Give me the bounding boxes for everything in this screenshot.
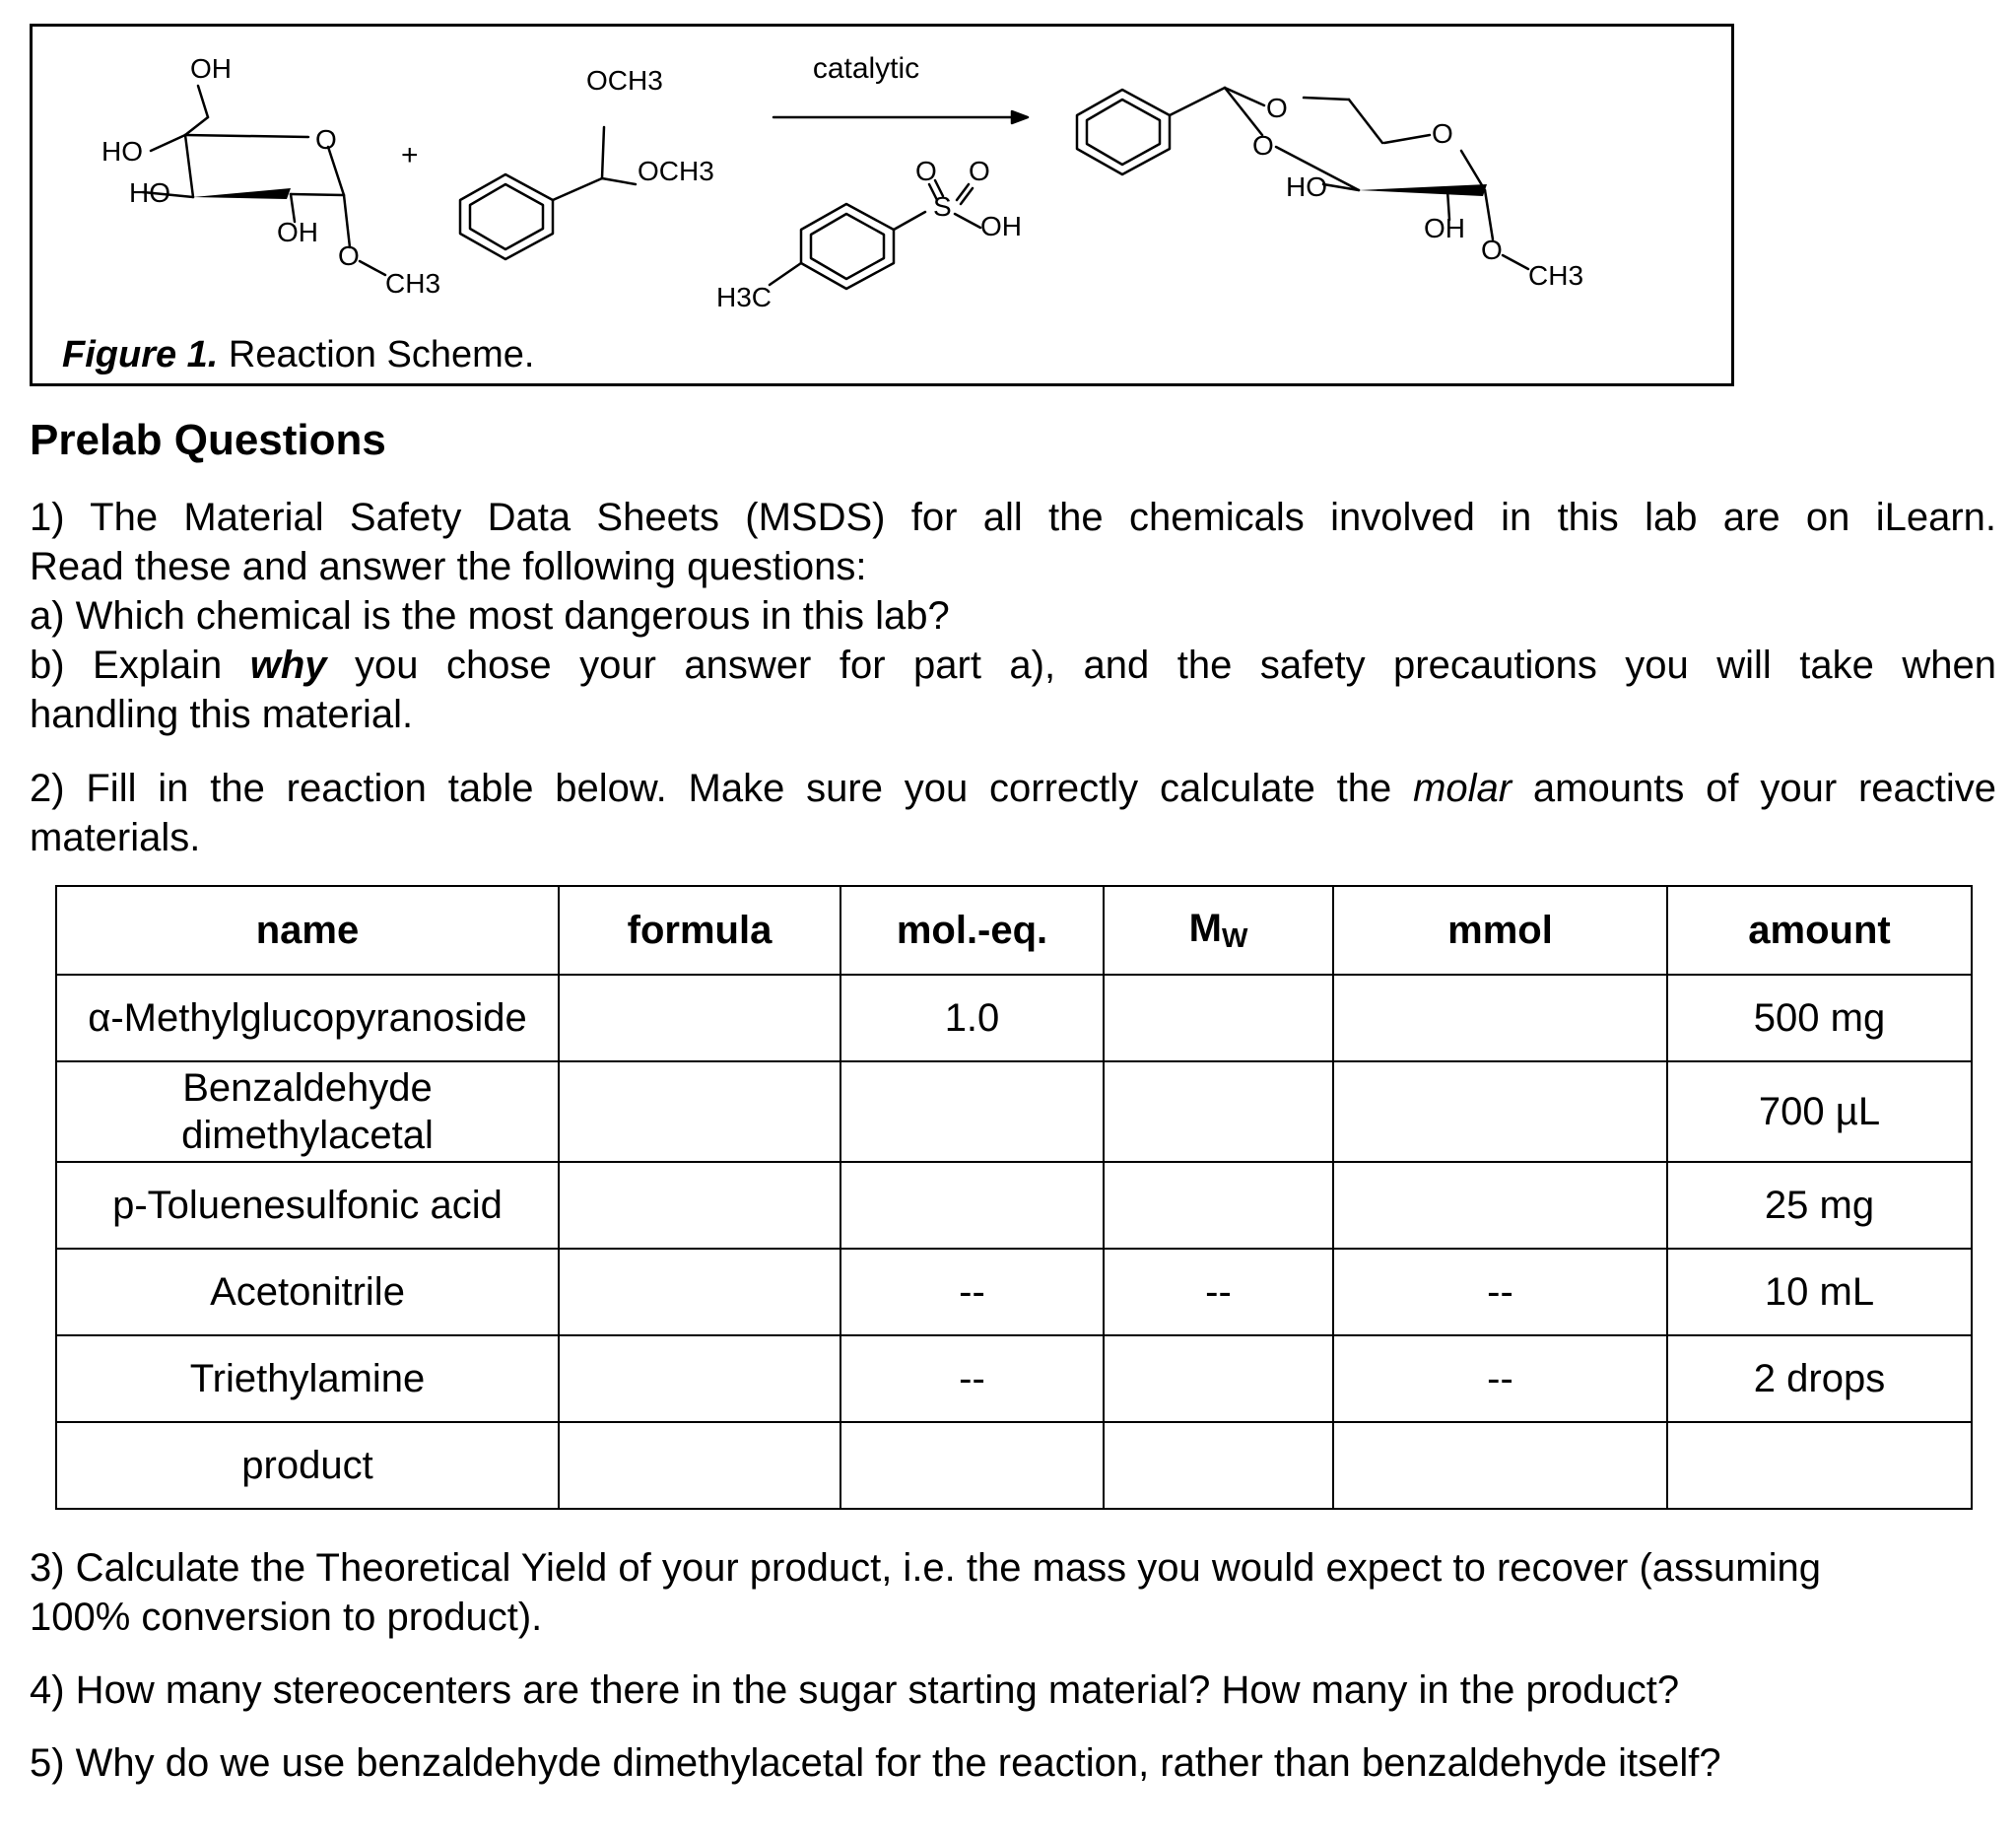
question-1b-line-2: handling this material. [30, 693, 414, 736]
question-1 [30, 493, 1996, 739]
row-1-name: α-Methylglucopyranoside [56, 975, 559, 1061]
question-2-italic: molar [1413, 767, 1512, 810]
header-formula: formula [559, 886, 840, 975]
product-ring-o-label: O [1432, 118, 1453, 149]
row-2-mmol [1333, 1061, 1667, 1162]
question-2-pre: 2) Fill in the reaction table below. Make sure you correctly calculate the [30, 767, 1414, 810]
sugar-ch3-label: CH3 [385, 268, 441, 299]
row-5-amount: 2 drops [1667, 1335, 1972, 1422]
product-ch3-label: CH3 [1528, 260, 1584, 291]
question-1-line-1: 1) The Material Safety Data Sheets (MSDS) for all the chemicals involved in this lab are on iLearn. [30, 496, 1996, 539]
catalyst-s-label: S [933, 191, 952, 222]
question-2-post: amounts of your reactive [1512, 767, 1997, 810]
question-1b-post: you chose your answer for part a), and the safety precautions you will take when [326, 644, 1996, 687]
row-2-mw [1104, 1061, 1333, 1162]
acetal-och3-right-label: OCH3 [638, 156, 714, 186]
header-amount: amount [1667, 886, 1972, 975]
row-2-formula [559, 1061, 840, 1162]
row-5-formula [559, 1335, 840, 1422]
row-1-mw [1104, 975, 1333, 1061]
row-2-mol-eq [840, 1061, 1104, 1162]
table-header-row [56, 886, 1972, 975]
row-3-name: p-Toluenesulfonic acid [56, 1162, 559, 1249]
table-row [56, 1335, 1972, 1422]
product-acetal-o-label-1: O [1266, 93, 1288, 123]
row-3-amount: 25 mg [1667, 1162, 1972, 1249]
catalyst-h3c-label: H3C [716, 282, 773, 312]
header-mmol: mmol [1333, 886, 1667, 975]
row-6-name: product [56, 1422, 559, 1509]
catalyst-o-label-1: O [915, 156, 937, 186]
question-1b-pre: b) Explain [30, 644, 250, 687]
question-5 [30, 1738, 1996, 1788]
question-1b-why: why [249, 644, 327, 687]
row-5-name: Triethylamine [56, 1335, 559, 1422]
row-4-mmol: -- [1333, 1249, 1667, 1335]
row-4-amount: 10 mL [1667, 1249, 1972, 1335]
product-acetal-o-label-2: O [1252, 130, 1274, 161]
row-2-amount: 700 µL [1667, 1061, 1972, 1162]
figure-caption-label: Figure 1. [62, 334, 219, 375]
reaction-table [55, 885, 1973, 1510]
product-oh-label: OH [1424, 213, 1465, 243]
row-4-mw: -- [1104, 1249, 1333, 1335]
row-2-name-line-2: dimethylacetal [181, 1114, 434, 1157]
product-ho-label: HO [1286, 171, 1327, 202]
row-6-amount [1667, 1422, 1972, 1509]
reaction-arrow [773, 111, 1028, 123]
row-1-formula [559, 975, 840, 1061]
product-methoxy-o-label: O [1481, 235, 1503, 265]
row-1-mol-eq: 1.0 [840, 975, 1104, 1061]
sugar-methoxy-o-label: O [338, 240, 360, 271]
table-row [56, 1249, 1972, 1335]
table-row [56, 1162, 1972, 1249]
sugar-oh-bottom-label: OH [277, 217, 318, 247]
table-row [56, 1061, 1972, 1162]
row-1-amount: 500 mg [1667, 975, 1972, 1061]
question-2-line-1 [30, 764, 1996, 813]
question-4-text: 4) How many stereocenters are there in the sugar starting material? How many in the product? [30, 1668, 1680, 1712]
reaction-scheme-drawing [33, 27, 1731, 383]
row-3-formula [559, 1162, 840, 1249]
header-mw-main: M [1188, 907, 1222, 950]
row-2-name [56, 1061, 559, 1162]
row-5-mol-eq: -- [840, 1335, 1104, 1422]
row-5-mw [1104, 1335, 1333, 1422]
row-4-name: Acetonitrile [56, 1249, 559, 1335]
question-3-line-2: 100% conversion to product). [30, 1596, 543, 1639]
row-6-mmol [1333, 1422, 1667, 1509]
catalyst-oh-label: OH [980, 211, 1022, 241]
row-5-mmol: -- [1333, 1335, 1667, 1422]
row-6-mw [1104, 1422, 1333, 1509]
question-4 [30, 1665, 1996, 1715]
reaction-scheme-figure [30, 24, 1734, 386]
row-1-mmol [1333, 975, 1667, 1061]
plus-sign: + [401, 139, 419, 171]
header-mol-eq: mol.-eq. [840, 886, 1104, 975]
figure-caption [62, 334, 534, 376]
sugar-ring-o-label: O [315, 124, 337, 155]
table-row [56, 1422, 1972, 1509]
acetal-structure [460, 127, 636, 259]
question-1b-line-1 [30, 641, 1996, 690]
figure-caption-text: Reaction Scheme. [218, 334, 535, 375]
prelab-questions-heading: Prelab Questions [30, 416, 386, 464]
row-3-mol-eq [840, 1162, 1104, 1249]
row-6-mol-eq [840, 1422, 1104, 1509]
catalyst-o-label-2: O [969, 156, 990, 186]
table-row [56, 975, 1972, 1061]
row-6-formula [559, 1422, 840, 1509]
question-5-text: 5) Why do we use benzaldehyde dimethylacetal for the reaction, rather than benzaldehyde itself? [30, 1741, 1721, 1785]
row-3-mmol [1333, 1162, 1667, 1249]
row-4-formula [559, 1249, 840, 1335]
sugar-ho-label-1: HO [101, 136, 143, 167]
header-name: name [56, 886, 559, 975]
question-3 [30, 1543, 1996, 1642]
question-1-line-2: Read these and answer the following questions: [30, 545, 867, 588]
sugar-oh-top-label: OH [190, 53, 232, 84]
acetal-och3-top-label: OCH3 [586, 65, 663, 96]
header-mw-subscript: W [1221, 922, 1248, 953]
header-mw [1104, 886, 1333, 975]
sugar-ho-label-2: HO [129, 177, 170, 208]
row-3-mw [1104, 1162, 1333, 1249]
question-3-line-1: 3) Calculate the Theoretical Yield of your product, i.e. the mass you would expect to recover (assuming [30, 1546, 1821, 1590]
row-2-name-line-1: Benzaldehyde [182, 1066, 433, 1110]
question-1a: a) Which chemical is the most dangerous in this lab? [30, 594, 950, 638]
row-4-mol-eq: -- [840, 1249, 1104, 1335]
question-2-line-2: materials. [30, 816, 201, 859]
catalytic-label: catalytic [812, 52, 920, 85]
question-2 [30, 764, 1996, 862]
